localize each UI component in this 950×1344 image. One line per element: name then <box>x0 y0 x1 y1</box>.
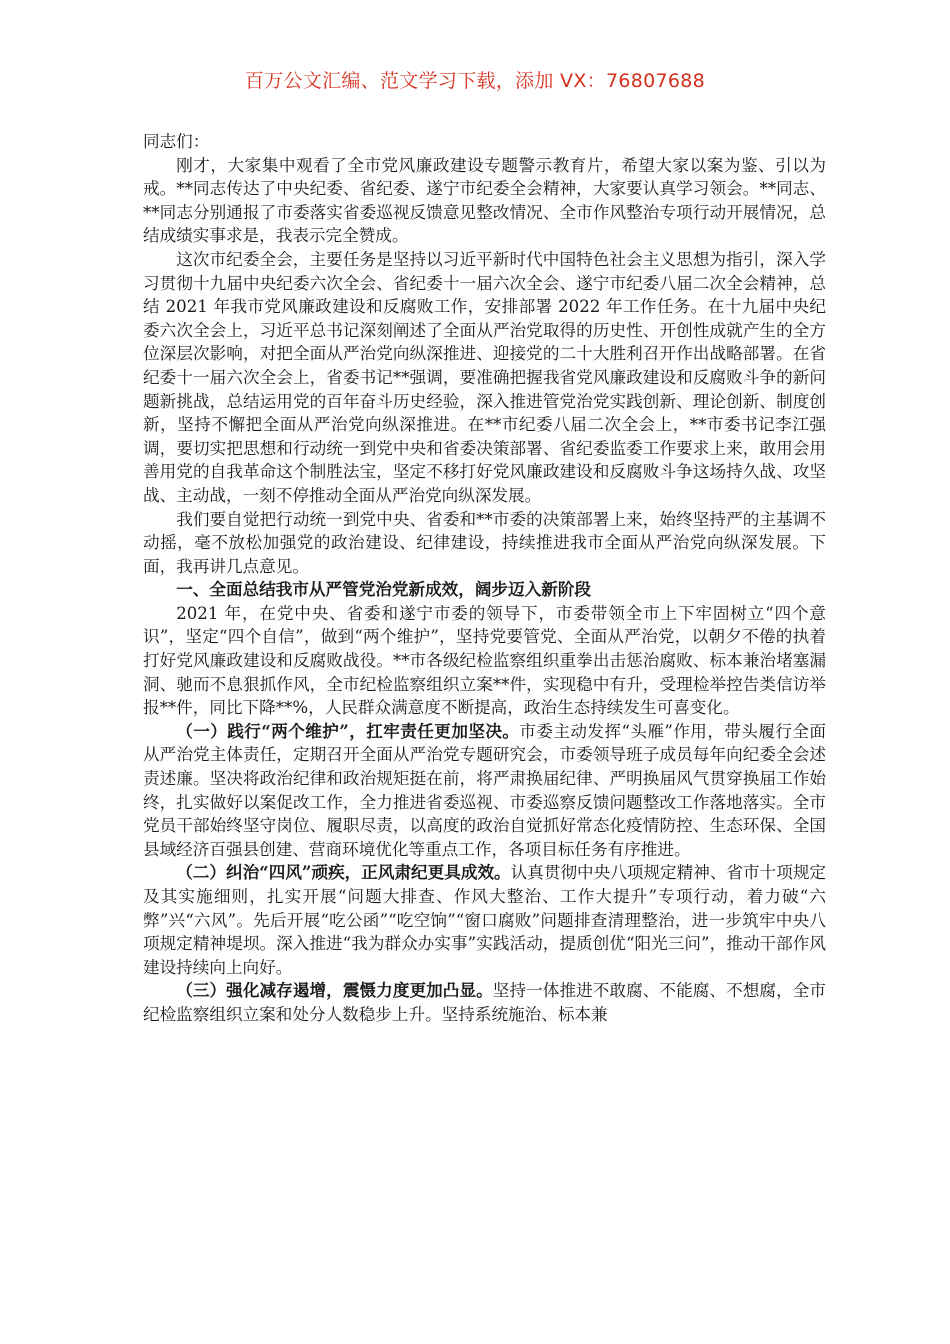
subsection-lead: （二）纠治“四风”顽疾，正风肃纪更具成效。 <box>176 862 511 883</box>
subsection-paragraph <box>143 861 826 979</box>
subsection-text: 市委主动发挥“头雁”作用，带头履行全面从严治党主体责任，定期召开全面从严治党专题研究会，市委领导班子成员每年向纪委全会述责述廉。坚决将政治纪律和政治规矩挺在前，将严肃换届纪律、严明换届风气贯穿换届工作始终，扎实做好以案促改工作，全力推进省委巡视、市委巡察反馈问题整改工作落地落实。全市党员干部始终坚守岗位、履职尽责，以高度的政治自觉抓好常态化疫情防控、生态环保、全国县域经济百强县创建、营商环境优化等重点工作，各项目标任务有序推进。 <box>143 721 826 859</box>
subsection-lead: （三）强化减存遏增，震慑力度更加凸显。 <box>176 980 493 1001</box>
section-intro: 2021 年，在党中央、省委和遂宁市委的领导下，市委带领全市上下牢固树立“四个意识”，坚定“四个自信”，做到“两个维护”，坚持党要管党、全面从严治党，以朝夕不倦的执着打好党风廉政建设和反腐败战役。**市各级纪检监察组织重拳出击惩治腐败、标本兼治堵塞漏洞、驰而不息狠抓作风，全市纪检监察组织立案**件，实现稳中有升，受理检举控告类信访举报**件，同比下降**%，人民群众满意度不断提高，政治生态持续发生可喜变化。 <box>143 603 826 718</box>
salutation: 同志们： <box>143 132 210 151</box>
document-body <box>143 130 826 1027</box>
subsection-lead: （一）践行“两个维护”，扛牢责任更加坚决。 <box>176 720 520 741</box>
paragraph-transition: 我们要自觉把行动统一到党中央、省委和**市委的决策部署上来，始终坚持严的主基调不动摇，毫不放松加强党的政治建设、纪律建设，持续推进我市全面从严治党向纵深发展。下面，我再讲几点意见。 <box>143 509 826 576</box>
subsection-paragraph <box>143 979 826 1026</box>
paragraph-opening: 刚才，大家集中观看了全市党风廉政建设专题警示教育片，希望大家以案为鉴、引以为戒。**同志传达了中央纪委、省纪委、遂宁市纪委全会精神，大家要认真学习领会。**同志、**同志分别通报了市委落实省委巡视反馈意见整改情况、全市作风整治专项行动开展情况，总结成绩实事求是，我表示完全赞成。 <box>143 155 826 246</box>
watermark-banner: 百万公文汇编、范文学习下载，添加 VX：76807688 <box>244 70 706 92</box>
subsection-text: 认真贯彻中央八项规定精神、省市十项规定及其实施细则，扎实开展“问题大排查、作风大整治、工作大提升”专项行动，着力破“六弊”兴“六风”。先后开展“吃公函”“吃空饷”“窗口腐败”问题排查清理整治，进一步筑牢中央八项规定精神堤坝。深入推进“我为群众办实事”实践活动，提质创优“阳光三问”，推动干部作风建设持续向上向好。 <box>143 863 827 977</box>
subsection-paragraph <box>143 720 826 862</box>
paragraph-meeting-tasks: 这次市纪委全会，主要任务是坚持以习近平新时代中国特色社会主义思想为指引，深入学习贯彻十九届中央纪委六次全会、省纪委十一届六次全会、遂宁市纪委八届二次全会精神，总结 2021 年我市党风廉政建设和反腐败工作，安排部署 2022 年工作任务。在十九届中央纪委六次全会上，习近平总书记深刻阐述了全面从严治党取得的历史性、开创性成就产生的全方位深层次影响，对把全面从严治党向纵深推进、迎接党的二十大胜利召开作出战略部署。在省纪委十一届六次全会上，省委书记**强调，要准确把握我省党风廉政建设和反腐败斗争的新问题新挑战，总结运用党的百年奋斗历史经验，深入推进管党治党实践创新、理论创新、制度创新，坚持不懈把全面从严治党向纵深推进。在**市纪委八届二次全会上，**市委书记李江强调，要切实把思想和行动统一到党中央和省委决策部署、省纪委监委工作要求上来，敢用会用善用党的自我革命这个制胜法宝，坚定不移打好党风廉政建设和反腐败斗争这场持久战、攻坚战、主动战，一刻不停推动全面从严治党向纵深发展。 <box>143 249 826 505</box>
subsection-text: 坚持一体推进不敢腐、不能腐、不想腐，全市纪检监察组织立案和处分人数稳步上升。坚持系统施治、标本兼 <box>143 981 826 1024</box>
section-heading: 一、全面总结我市从严管党治党新成效，阔步迈入新阶段 <box>176 579 592 600</box>
